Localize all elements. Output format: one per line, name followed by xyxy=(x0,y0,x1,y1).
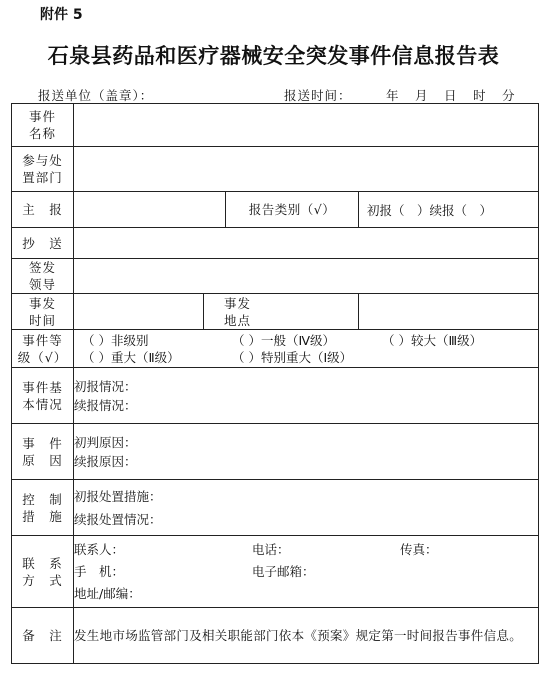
signer-label: 签发 领导 xyxy=(12,259,74,294)
main-report-label: 主 报 xyxy=(12,192,74,228)
report-category-label: 报告类别（√） xyxy=(226,192,359,228)
remarks-label: 备 注 xyxy=(12,608,74,664)
initial-report-situation: 初报情况： xyxy=(74,378,137,394)
row-main-report xyxy=(12,192,539,228)
cause-field[interactable] xyxy=(74,424,539,480)
row-control xyxy=(12,480,539,536)
event-level-options xyxy=(74,330,539,368)
row-occurrence xyxy=(12,294,539,330)
row-contact xyxy=(12,536,539,608)
cc-label: 抄 送 xyxy=(12,228,74,259)
contact-address: 地址/邮编： xyxy=(74,585,141,601)
control-label: 控 制 措 施 xyxy=(12,480,74,536)
occur-time-field[interactable] xyxy=(74,294,204,330)
reporting-time-label: 报送时间： xyxy=(284,88,352,103)
event-name-field[interactable] xyxy=(74,104,539,147)
row-cc xyxy=(12,228,539,259)
report-table xyxy=(11,103,539,664)
event-level-label: 事件等 级（√） xyxy=(12,330,74,368)
remarks-text: 发生地市场监管部门及相关职能部门依本《预案》规定第一时间报告事件信息。 xyxy=(74,608,539,664)
occur-place-label: 事发 地点 xyxy=(204,294,359,330)
level-option-especially-serious[interactable]: （ ）特别重大（Ⅰ级） xyxy=(232,349,353,365)
cause-label: 事 件 原 因 xyxy=(12,424,74,480)
control-field[interactable] xyxy=(74,480,539,536)
main-report-field[interactable] xyxy=(74,192,226,228)
row-cause xyxy=(12,424,539,480)
initial-cause: 初判原因： xyxy=(74,434,137,450)
contact-mobile: 手 机： xyxy=(74,563,125,579)
reporting-unit-label: 报送单位（盖章）： xyxy=(38,88,154,103)
row-event-level xyxy=(12,330,539,368)
level-option-none[interactable]: （ ）非级别 xyxy=(82,332,149,348)
row-event-name xyxy=(12,104,539,147)
row-basic-info xyxy=(12,368,539,424)
departments-label: 参与处 置部门 xyxy=(12,147,74,192)
signer-field[interactable] xyxy=(74,259,539,294)
initial-measures: 初报处置措施： xyxy=(74,488,162,504)
contact-label: 联 系 方 式 xyxy=(12,536,74,608)
level-option-major[interactable]: （ ）较大（Ⅲ级） xyxy=(382,332,483,348)
reporting-time-units: 年 月 日 时 分 xyxy=(386,88,517,103)
row-signer xyxy=(12,259,539,294)
report-category-options[interactable]: 初报（ ）续报（ ） xyxy=(359,192,539,228)
cc-field[interactable] xyxy=(74,228,539,259)
level-option-serious[interactable]: （ ）重大（Ⅱ级） xyxy=(82,349,180,365)
basic-info-field[interactable] xyxy=(74,368,539,424)
contact-person: 联系人： xyxy=(74,541,125,557)
departments-field[interactable] xyxy=(74,147,539,192)
occur-place-field[interactable] xyxy=(359,294,539,330)
event-name-label: 事件 名称 xyxy=(12,104,74,147)
row-remarks xyxy=(12,608,539,664)
contact-fax: 传真： xyxy=(400,541,438,557)
follow-up-report-situation: 续报情况： xyxy=(74,397,137,413)
follow-up-cause: 续报原因： xyxy=(74,453,137,469)
form-title: 石泉县药品和医疗器械安全突发事件信息报告表 xyxy=(47,43,500,68)
level-option-general[interactable]: （ ）一般（Ⅳ级） xyxy=(232,332,336,348)
basic-info-label: 事件基 本情况 xyxy=(12,368,74,424)
attachment-label: 附件 5 xyxy=(40,7,83,23)
occur-time-label: 事发 时间 xyxy=(12,294,74,330)
contact-email: 电子邮箱： xyxy=(252,563,315,579)
contact-phone: 电话： xyxy=(252,541,290,557)
contact-field[interactable] xyxy=(74,536,539,608)
row-departments xyxy=(12,147,539,192)
follow-up-measures: 续报处置情况： xyxy=(74,511,162,527)
